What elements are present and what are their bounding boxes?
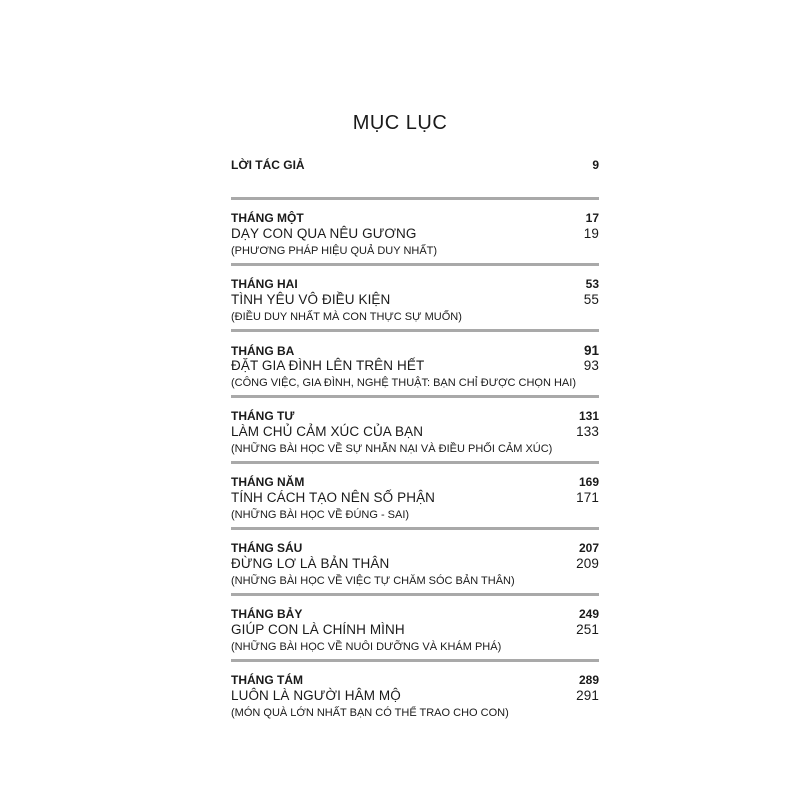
chapter-page: 291	[576, 688, 599, 703]
chapter-subtitle: (NHỮNG BÀI HỌC VỀ SỰ NHẪN NẠI VÀ ĐIỀU PHỐI CẢM XÚC)	[231, 443, 553, 455]
month-page: 131	[578, 409, 599, 423]
toc-entry-month-8	[231, 659, 599, 725]
month-page: 91	[583, 343, 599, 358]
toc-entry-month-4	[231, 395, 599, 461]
month-label: THÁNG BA	[231, 344, 295, 358]
toc-entry-month-7	[231, 593, 599, 659]
chapter-page: 171	[576, 490, 599, 505]
preface-entry	[231, 158, 599, 172]
chapter-title: LUÔN LÀ NGƯỜI HÂM MỘ	[231, 688, 401, 703]
chapter-title: LÀM CHỦ CẢM XÚC CỦA BẠN	[231, 424, 424, 439]
chapter-title: DẠY CON QUA NÊU GƯƠNG	[231, 226, 417, 241]
toc-entry-month-6	[231, 527, 599, 593]
month-label: THÁNG HAI	[231, 277, 298, 291]
toc-entry-month-1	[231, 197, 599, 263]
chapter-title: ĐẶT GIA ĐÌNH LÊN TRÊN HẾT	[231, 358, 425, 373]
month-label: THÁNG NĂM	[231, 475, 305, 489]
month-label: THÁNG MỘT	[231, 211, 304, 225]
preface-label: LỜI TÁC GIẢ	[231, 158, 305, 172]
toc-entry-month-2	[231, 263, 599, 329]
month-page: 207	[578, 541, 599, 555]
month-page: 53	[585, 277, 599, 291]
chapter-page: 209	[576, 556, 599, 571]
chapter-subtitle: (CÔNG VIỆC, GIA ĐÌNH, NGHỆ THUẬT: BẠN CHỈ ĐƯỢC CHỌN HAI)	[231, 377, 576, 389]
chapter-title: TÌNH YÊU VÔ ĐIỀU KIỆN	[231, 292, 391, 307]
toc-entry-month-5	[231, 461, 599, 527]
chapter-title: GIÚP CON LÀ CHÍNH MÌNH	[231, 622, 405, 637]
preface-page: 9	[592, 158, 599, 172]
month-label: THÁNG TƯ	[231, 409, 295, 423]
chapter-subtitle: (ĐIỀU DUY NHẤT MÀ CON THỰC SỰ MUỐN)	[231, 311, 462, 323]
month-label: THÁNG SÁU	[231, 541, 303, 555]
page-title: MỤC LỤC	[352, 112, 448, 134]
chapter-page: 19	[583, 226, 599, 241]
chapter-page: 133	[576, 424, 599, 439]
toc-entry-month-3	[231, 329, 599, 395]
month-page: 249	[578, 607, 599, 621]
month-label: THÁNG TÁM	[231, 673, 303, 687]
toc-entries	[231, 197, 599, 725]
chapter-subtitle: (NHỮNG BÀI HỌC VỀ ĐÚNG - SAI)	[231, 509, 410, 521]
chapter-subtitle: (PHƯƠNG PHÁP HIỆU QUẢ DUY NHẤT)	[231, 245, 438, 257]
chapter-subtitle: (NHỮNG BÀI HỌC VỀ VIỆC TỰ CHĂM SÓC BẢN THÂN)	[231, 575, 515, 587]
chapter-subtitle: (MÓN QUÀ LỚN NHẤT BẠN CÓ THỂ TRAO CHO CON)	[231, 707, 509, 719]
month-page: 289	[578, 673, 599, 687]
chapter-page: 93	[583, 358, 599, 373]
chapter-page: 251	[576, 622, 599, 637]
chapter-subtitle: (NHỮNG BÀI HỌC VỀ NUÔI DƯỠNG VÀ KHÁM PHÁ)	[231, 641, 502, 653]
month-page: 169	[578, 475, 599, 489]
chapter-page: 55	[583, 292, 599, 307]
month-label: THÁNG BẢY	[231, 607, 303, 621]
chapter-title: ĐỪNG LƠ LÀ BẢN THÂN	[231, 556, 390, 571]
month-page: 17	[585, 211, 599, 225]
chapter-title: TÍNH CÁCH TẠO NÊN SỐ PHẬN	[231, 490, 436, 505]
